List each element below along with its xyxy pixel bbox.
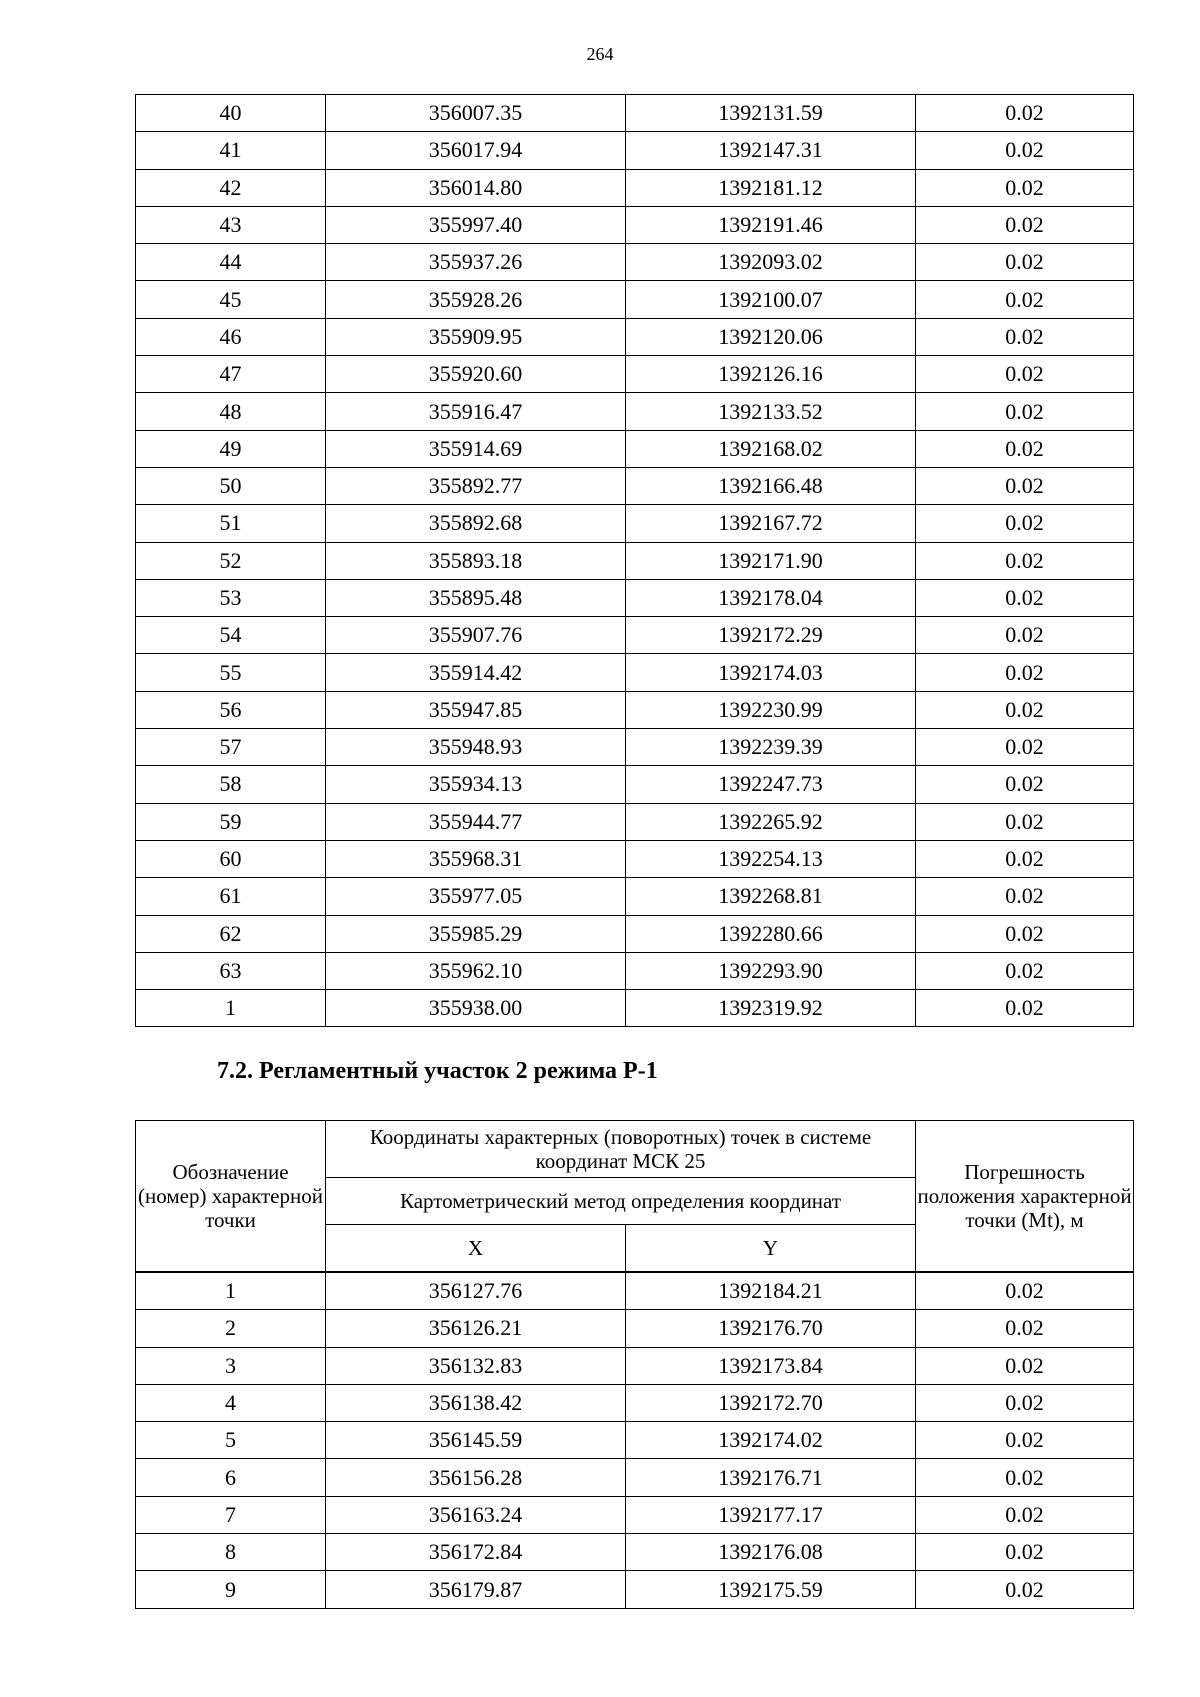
table-row: [136, 318, 1134, 355]
table-header: [136, 1121, 1134, 1273]
cell-y: 1392191.46: [626, 206, 916, 243]
cell-error: 0.02: [916, 840, 1134, 877]
table-row: [136, 281, 1134, 318]
cell-y: 1392178.04: [626, 579, 916, 616]
cell-point-number: 60: [136, 840, 326, 877]
cell-x: 355962.10: [326, 952, 626, 989]
cell-y: 1392131.59: [626, 95, 916, 132]
header-method: Картометрический метод определения координат: [326, 1178, 916, 1225]
header-coordinates-group: Координаты характерных (поворотных) точек в системе координат МСК 25: [326, 1121, 916, 1178]
cell-y: 1392254.13: [626, 840, 916, 877]
cell-error: 0.02: [916, 803, 1134, 840]
cell-y: 1392100.07: [626, 281, 916, 318]
cell-point-number: 4: [136, 1384, 326, 1421]
cell-error: 0.02: [916, 579, 1134, 616]
cell-error: 0.02: [916, 542, 1134, 579]
cell-point-number: 6: [136, 1459, 326, 1496]
cell-y: 1392126.16: [626, 356, 916, 393]
cell-point-number: 2: [136, 1310, 326, 1347]
cell-y: 1392166.48: [626, 467, 916, 504]
table-row: [136, 430, 1134, 467]
cell-point-number: 44: [136, 244, 326, 281]
cell-error: 0.02: [916, 691, 1134, 728]
cell-point-number: 8: [136, 1534, 326, 1571]
cell-error: 0.02: [916, 169, 1134, 206]
cell-point-number: 43: [136, 206, 326, 243]
cell-x: 356179.87: [326, 1571, 626, 1608]
coordinates-table-continued: [135, 94, 1134, 1027]
cell-x: 355893.18: [326, 542, 626, 579]
cell-error: 0.02: [916, 952, 1134, 989]
cell-error: 0.02: [916, 1496, 1134, 1533]
cell-x: 356126.21: [326, 1310, 626, 1347]
cell-error: 0.02: [916, 1422, 1134, 1459]
cell-error: 0.02: [916, 430, 1134, 467]
cell-y: 1392167.72: [626, 505, 916, 542]
cell-y: 1392176.71: [626, 1459, 916, 1496]
cell-x: 355916.47: [326, 393, 626, 430]
cell-point-number: 62: [136, 915, 326, 952]
table-row: [136, 169, 1134, 206]
cell-y: 1392147.31: [626, 132, 916, 169]
cell-x: 355934.13: [326, 766, 626, 803]
cell-x: 356145.59: [326, 1422, 626, 1459]
table-row: [136, 766, 1134, 803]
cell-point-number: 48: [136, 393, 326, 430]
table-row: [136, 1496, 1134, 1533]
cell-y: 1392247.73: [626, 766, 916, 803]
cell-point-number: 59: [136, 803, 326, 840]
cell-x: 355938.00: [326, 990, 626, 1027]
cell-error: 0.02: [916, 1347, 1134, 1384]
table-row: [136, 356, 1134, 393]
cell-y: 1392181.12: [626, 169, 916, 206]
table-row: [136, 505, 1134, 542]
section-heading: 7.2. Регламентный участок 2 режима Р-1: [217, 1058, 658, 1084]
cell-error: 0.02: [916, 393, 1134, 430]
table-row: [136, 1272, 1134, 1310]
cell-x: 355944.77: [326, 803, 626, 840]
cell-point-number: 58: [136, 766, 326, 803]
cell-y: 1392168.02: [626, 430, 916, 467]
cell-x: 355920.60: [326, 356, 626, 393]
cell-error: 0.02: [916, 281, 1134, 318]
table-row: [136, 1459, 1134, 1496]
cell-error: 0.02: [916, 990, 1134, 1027]
cell-point-number: 54: [136, 617, 326, 654]
table-row: [136, 691, 1134, 728]
cell-error: 0.02: [916, 95, 1134, 132]
table-row: [136, 840, 1134, 877]
cell-y: 1392120.06: [626, 318, 916, 355]
cell-error: 0.02: [916, 1272, 1134, 1310]
cell-y: 1392176.70: [626, 1310, 916, 1347]
header-y: Y: [626, 1225, 916, 1273]
cell-x: 355914.42: [326, 654, 626, 691]
cell-point-number: 50: [136, 467, 326, 504]
cell-x: 356172.84: [326, 1534, 626, 1571]
cell-error: 0.02: [916, 915, 1134, 952]
table-row: [136, 206, 1134, 243]
cell-point-number: 56: [136, 691, 326, 728]
cell-point-number: 3: [136, 1347, 326, 1384]
cell-point-number: 41: [136, 132, 326, 169]
table-row: [136, 915, 1134, 952]
table-row: [136, 654, 1134, 691]
cell-x: 356007.35: [326, 95, 626, 132]
cell-x: 356156.28: [326, 1459, 626, 1496]
cell-y: 1392173.84: [626, 1347, 916, 1384]
table-row: [136, 1571, 1134, 1608]
cell-point-number: 53: [136, 579, 326, 616]
cell-point-number: 7: [136, 1496, 326, 1533]
cell-x: 356138.42: [326, 1384, 626, 1421]
cell-y: 1392093.02: [626, 244, 916, 281]
cell-error: 0.02: [916, 729, 1134, 766]
cell-point-number: 1: [136, 1272, 326, 1310]
cell-y: 1392184.21: [626, 1272, 916, 1310]
cell-error: 0.02: [916, 1534, 1134, 1571]
cell-point-number: 63: [136, 952, 326, 989]
table-row: [136, 617, 1134, 654]
cell-y: 1392293.90: [626, 952, 916, 989]
cell-x: 355914.69: [326, 430, 626, 467]
cell-y: 1392172.29: [626, 617, 916, 654]
cell-y: 1392133.52: [626, 393, 916, 430]
cell-x: 355909.95: [326, 318, 626, 355]
cell-error: 0.02: [916, 356, 1134, 393]
table-row: [136, 1422, 1134, 1459]
cell-point-number: 47: [136, 356, 326, 393]
cell-y: 1392174.03: [626, 654, 916, 691]
cell-y: 1392319.92: [626, 990, 916, 1027]
cell-error: 0.02: [916, 206, 1134, 243]
table-row: [136, 878, 1134, 915]
cell-point-number: 57: [136, 729, 326, 766]
cell-point-number: 42: [136, 169, 326, 206]
cell-point-number: 52: [136, 542, 326, 579]
cell-x: 355937.26: [326, 244, 626, 281]
cell-x: 355895.48: [326, 579, 626, 616]
cell-error: 0.02: [916, 617, 1134, 654]
cell-y: 1392172.70: [626, 1384, 916, 1421]
cell-x: 355997.40: [326, 206, 626, 243]
cell-y: 1392268.81: [626, 878, 916, 915]
cell-x: 355892.68: [326, 505, 626, 542]
page-number: 264: [586, 44, 614, 64]
cell-x: 355985.29: [326, 915, 626, 952]
cell-y: 1392174.02: [626, 1422, 916, 1459]
cell-x: 356132.83: [326, 1347, 626, 1384]
cell-y: 1392176.08: [626, 1534, 916, 1571]
cell-error: 0.02: [916, 318, 1134, 355]
cell-y: 1392230.99: [626, 691, 916, 728]
table-row: [136, 1534, 1134, 1571]
table-row: [136, 729, 1134, 766]
cell-point-number: 49: [136, 430, 326, 467]
table-row: [136, 579, 1134, 616]
cell-y: 1392239.39: [626, 729, 916, 766]
header-point-designation: Обозначение (номер) характерной точки: [136, 1121, 326, 1273]
cell-point-number: 61: [136, 878, 326, 915]
cell-point-number: 9: [136, 1571, 326, 1608]
cell-error: 0.02: [916, 1310, 1134, 1347]
cell-error: 0.02: [916, 1384, 1134, 1421]
table-row: [136, 990, 1134, 1027]
cell-x: 355907.76: [326, 617, 626, 654]
cell-x: 356127.76: [326, 1272, 626, 1310]
table-body: [136, 1272, 1134, 1608]
cell-y: 1392171.90: [626, 542, 916, 579]
cell-point-number: 55: [136, 654, 326, 691]
table-row: [136, 1310, 1134, 1347]
cell-point-number: 40: [136, 95, 326, 132]
cell-x: 355977.05: [326, 878, 626, 915]
cell-x: 355968.31: [326, 840, 626, 877]
cell-x: 356017.94: [326, 132, 626, 169]
table-row: [136, 542, 1134, 579]
table-row: [136, 95, 1134, 132]
cell-x: 356014.80: [326, 169, 626, 206]
table-row: [136, 952, 1134, 989]
header-error: Погрешность положения характерной точки (Mt), м: [916, 1121, 1134, 1273]
cell-error: 0.02: [916, 132, 1134, 169]
cell-error: 0.02: [916, 1571, 1134, 1608]
cell-error: 0.02: [916, 654, 1134, 691]
cell-point-number: 5: [136, 1422, 326, 1459]
cell-error: 0.02: [916, 244, 1134, 281]
cell-x: 355928.26: [326, 281, 626, 318]
cell-y: 1392280.66: [626, 915, 916, 952]
cell-x: 355892.77: [326, 467, 626, 504]
cell-error: 0.02: [916, 505, 1134, 542]
cell-error: 0.02: [916, 878, 1134, 915]
table-row: [136, 1347, 1134, 1384]
cell-y: 1392265.92: [626, 803, 916, 840]
cell-error: 0.02: [916, 467, 1134, 504]
cell-point-number: 51: [136, 505, 326, 542]
table-row: [136, 803, 1134, 840]
coordinates-table-section: [135, 1120, 1134, 1609]
cell-point-number: 45: [136, 281, 326, 318]
table-row: [136, 393, 1134, 430]
cell-x: 355947.85: [326, 691, 626, 728]
cell-error: 0.02: [916, 1459, 1134, 1496]
table-row: [136, 1384, 1134, 1421]
cell-x: 356163.24: [326, 1496, 626, 1533]
cell-point-number: 46: [136, 318, 326, 355]
table-body: [136, 95, 1134, 1027]
cell-point-number: 1: [136, 990, 326, 1027]
table-row: [136, 132, 1134, 169]
cell-y: 1392175.59: [626, 1571, 916, 1608]
table-row: [136, 467, 1134, 504]
cell-error: 0.02: [916, 766, 1134, 803]
cell-x: 355948.93: [326, 729, 626, 766]
cell-y: 1392177.17: [626, 1496, 916, 1533]
header-x: X: [326, 1225, 626, 1273]
table-row: [136, 244, 1134, 281]
